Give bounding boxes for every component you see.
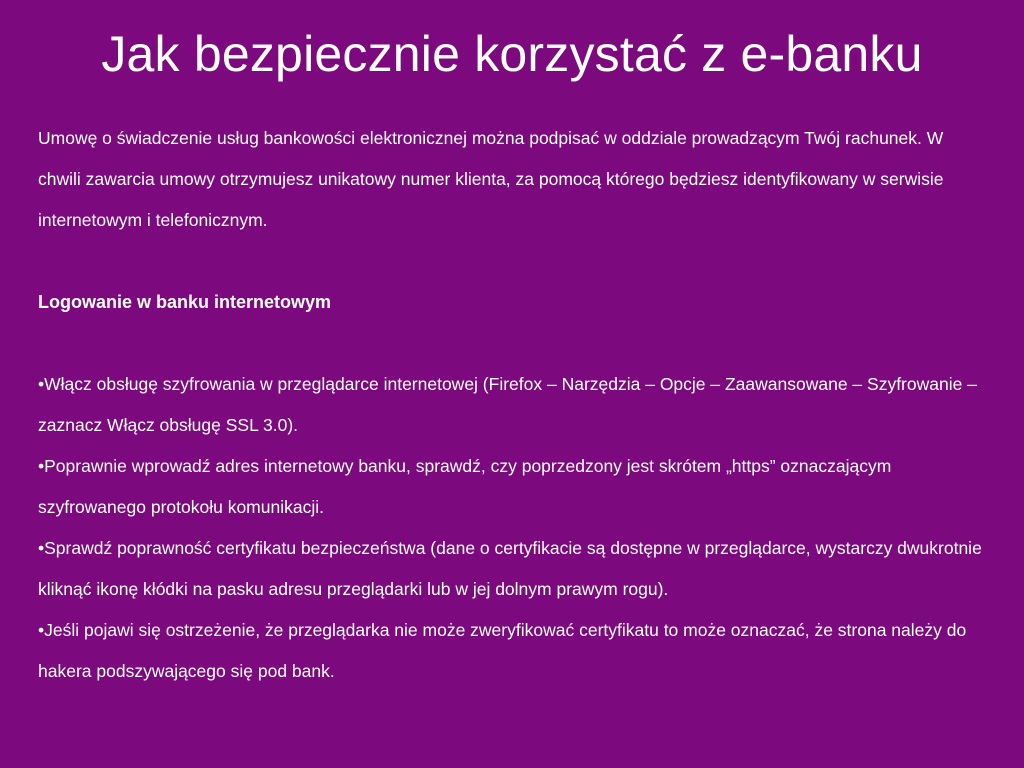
spacer <box>38 323 990 364</box>
bullet-item: •Poprawnie wprowadź adres internetowy banku, sprawdź, czy poprzedzony jest skrótem „https” oznaczającym szyfrowanego protokołu komunikacji. <box>38 456 892 517</box>
slide-body <box>38 118 990 692</box>
intro-paragraph: Umowę o świadczenie usług bankowości elektronicznej można podpisać w oddziale prowadzącym Twój rachunek. W chwili zawarcia umowy otrzymujesz unikatowy numer klienta, za pomocą którego będziesz identyfikowany w serwisie internetowym i telefonicznym. <box>38 128 944 230</box>
bullet-item: •Jeśli pojawi się ostrzeżenie, że przeglądarka nie może zweryfikować certyfikatu to może oznaczać, że strona należy do hakera podszywającego się pod bank. <box>38 620 967 681</box>
bullet-item: •Włącz obsługę szyfrowania w przeglądarce internetowej (Firefox – Narzędzia – Opcje – Zaawansowane – Szyfrowanie – zaznacz Włącz obsługę SSL 3.0). <box>38 374 977 435</box>
spacer <box>38 241 990 282</box>
slide-title: Jak bezpiecznie korzystać z e-banku <box>101 26 923 82</box>
bullet-item: •Sprawdź poprawność certyfikatu bezpieczeństwa (dane o certyfikacie są dostępne w przeglądarce, wystarczy dwukrotnie kliknąć ikonę kłódki na pasku adresu przeglądarki lub w jej dolnym prawym rogu). <box>38 538 982 599</box>
section-heading: Logowanie w banku internetowym <box>38 292 332 312</box>
